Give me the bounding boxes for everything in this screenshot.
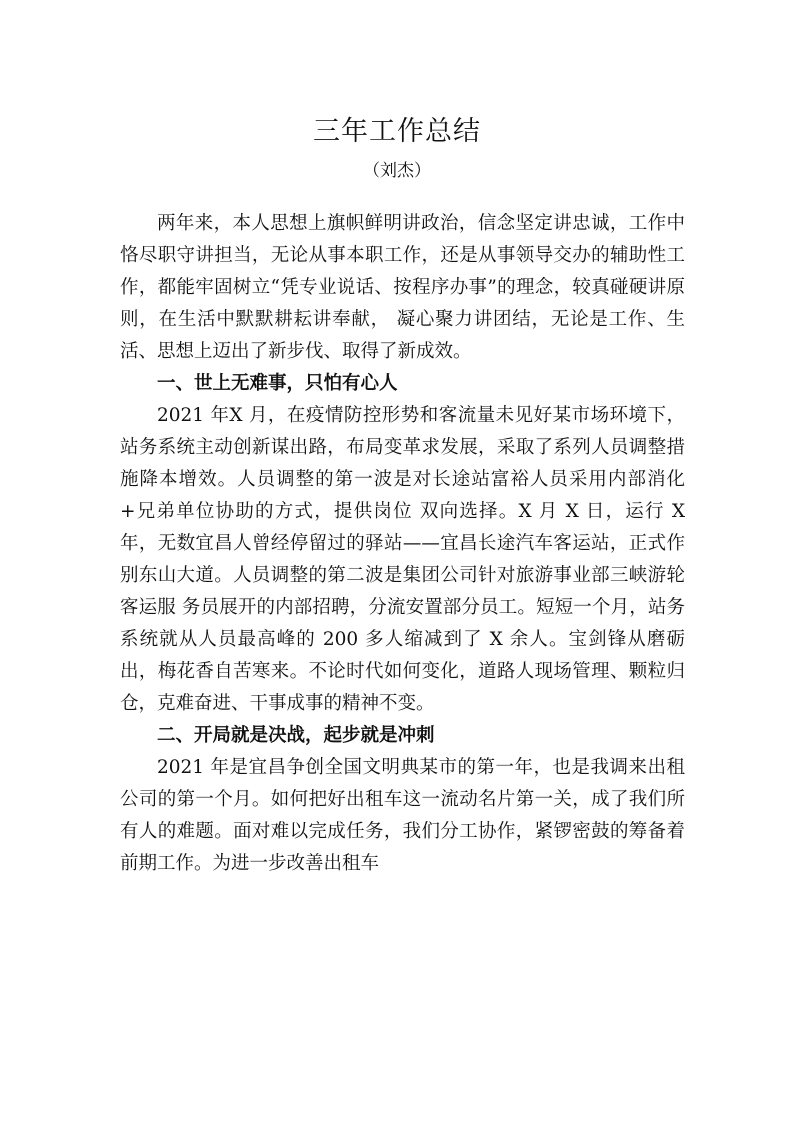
document-body [120,208,685,880]
section-heading-2: 二、开局就是决战，起步就是冲刺 [157,725,435,746]
paragraph-section-1: 2021 年X 月，在疫情防控形势和客流量未见好某市场环境下，站务系统主动创新谋出路，布局变革求发展，采取了系列人员调整措施降本增效。人员调整的第一波是对长途站富裕人员采用内部消化+兄弟单位协助的方式，提供岗位 双向选择。X 月 X 日，运行 X 年，无数宜昌人曾经停留过的驿站——宜昌长途汽车客运站，正式作别东山大道。人员调整的第二波是集团公司针对旅游事业部三峡游轮客运服 务员展开的内部招聘，分流安置部分员工。短短一个月，站务系统就从人员最高峰的 200 多人缩减到了 X 余人。宝剑锋从磨砺出，梅花香自苦寒来。不论时代如何变化，道路人现场管理、颗粒归仓，克难奋进、干事成事的精神不变。 [120,405,685,714]
document-author: （刘杰） [363,161,431,181]
paragraph-section-2: 2021 年是宜昌争创全国文明典某市的第一年，也是我调来出租公司的第一个月。如何把好出租车这一流动名片第一关，成了我们所有人的难题。面对难以完成任务，我们分工协作，紧锣密鼓的筹备着前期工作。为进一步改善出租车 [120,757,685,874]
paragraph-intro: 两年来，本人思想上旗帜鲜明讲政治，信念坚定讲忠诚，工作中恪尽职守讲担当，无论从事本职工作，还是从事领导交办的辅助性工作，都能牢固树立“凭专业说话、按程序办事”的理念，较真碰硬讲原则，在生活中默默耕耘讲奉献， 凝心聚力讲团结，无论是工作、生活、思想上迈出了新步伐、取得了新成效。 [120,213,685,362]
section-heading-1: 一、世上无难事，只怕有心人 [157,373,398,394]
document-title: 三年工作总结 [313,116,481,147]
